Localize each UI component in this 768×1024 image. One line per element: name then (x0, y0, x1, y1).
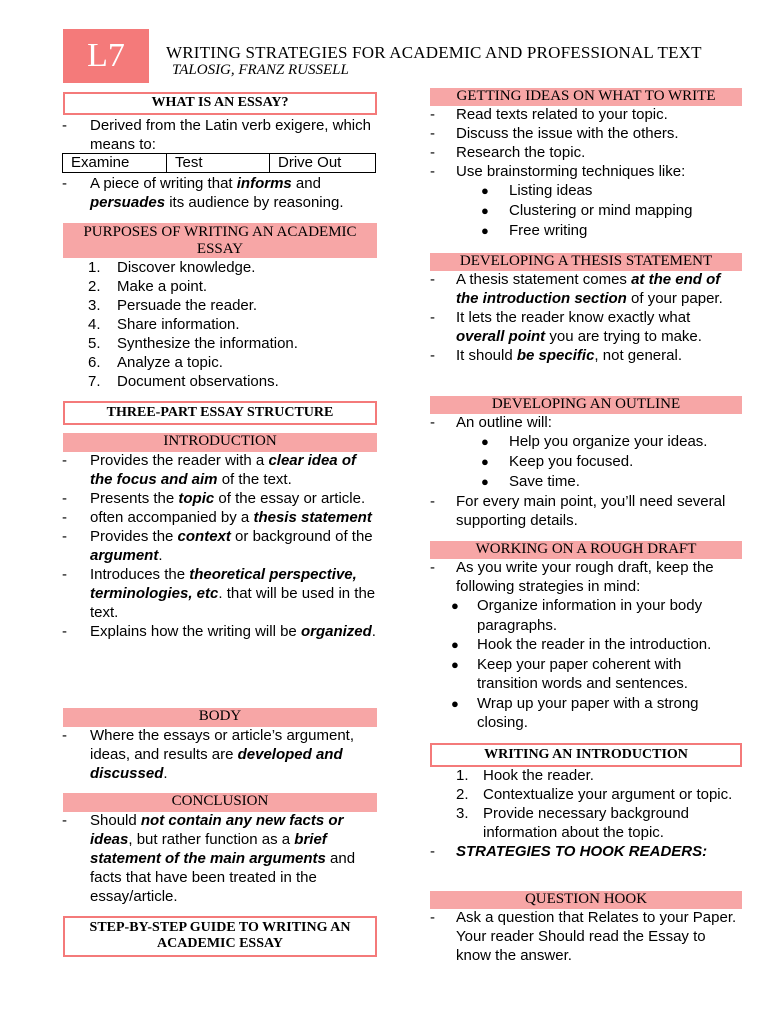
bullet-icon: ● (481, 223, 489, 238)
conclusion-heading: CONCLUSION (63, 793, 377, 812)
list-item: - An outline will: (430, 414, 552, 431)
bullet-icon: ● (481, 203, 489, 218)
sub-list-item: ● Clustering or mind mapping (481, 202, 693, 219)
intro-writing-heading: WRITING AN INTRODUCTION (430, 743, 742, 767)
sub-list-item: ● Hook the reader in the introduction. (451, 636, 712, 653)
thesis-heading: DEVELOPING A THESIS STATEMENT (430, 253, 742, 271)
question-hook-list (430, 908, 742, 965)
essay-definition-section (62, 116, 377, 154)
purposes-heading: PURPOSES OF WRITING AN ACADEMIC ESSAY (63, 223, 377, 258)
list-item: - Use brainstorming techniques like: (430, 163, 686, 180)
bullet-icon: ● (451, 637, 459, 652)
list-item: 2. Contextualize your argument or topic. (456, 786, 733, 803)
draft-heading: WORKING ON A ROUGH DRAFT (430, 541, 742, 559)
sub-list-item: ● Keep you focused. (481, 453, 634, 470)
purposes-list (62, 258, 377, 391)
table-cell: Test (167, 154, 270, 173)
list-item: - It lets the reader know exactly what overall point you are trying to make. (430, 309, 702, 345)
bullet-icon: ● (481, 183, 489, 198)
structure-heading: THREE-PART ESSAY STRUCTURE (63, 401, 377, 425)
sub-list-item: ● Save time. (481, 473, 580, 490)
sub-list-item: ● Keep your paper coherent with transition words and sentences. (451, 655, 688, 692)
list-item: - Provides the context or background of the argument. (62, 528, 373, 564)
list-item: - Explains how the writing will be organized. (62, 623, 376, 640)
table-row (63, 154, 376, 173)
document-title: WRITING STRATEGIES FOR ACADEMIC AND PROFESSIONAL TEXT (166, 43, 702, 62)
list-item (62, 116, 377, 154)
dash-bullet: - (62, 117, 67, 134)
sub-list-item: ● Help you organize your ideas. (481, 433, 708, 450)
list-item: - A thesis statement comes at the end of the introduction section of your paper. (430, 271, 723, 307)
body-heading: BODY (63, 708, 377, 727)
meaning-table (62, 153, 376, 173)
list-item: 3. Provide necessary background information about the topic. (456, 805, 689, 841)
list-item: - STRATEGIES TO HOOK READERS: (430, 843, 708, 860)
sub-list-item: ● Listing ideas (481, 182, 593, 199)
list-item: - Read texts related to your topic. (430, 106, 668, 123)
list-item: - often accompanied by a thesis statement (62, 509, 372, 526)
draft-list (430, 558, 742, 733)
list-item: - Where the essays or article’s argument, ideas, and results are developed and discussed. (62, 727, 355, 782)
lesson-number: L7 (87, 37, 125, 74)
question-hook-heading: QUESTION HOOK (430, 891, 742, 909)
bullet-icon: ● (451, 695, 459, 711)
ideas-heading: GETTING IDEAS ON WHAT TO WRITE (430, 88, 742, 106)
outline-heading: DEVELOPING AN OUTLINE (430, 396, 742, 414)
bullet-icon: ● (481, 454, 489, 469)
outline-list (430, 413, 742, 530)
guide-heading: STEP-BY-STEP GUIDE TO WRITING AN ACADEMIC ESSAY (63, 916, 377, 957)
body-list (62, 726, 377, 783)
introduction-heading: INTRODUCTION (63, 433, 377, 452)
bullet-icon: ● (481, 474, 489, 489)
list-item-text: Derived from the Latin verb exigere, which means to: (90, 117, 371, 153)
table-cell: Examine (63, 154, 167, 173)
sub-list-item: ● Free writing (481, 222, 588, 239)
list-item: 4. Share information. (88, 316, 240, 333)
list-item: - Ask a question that Relates to your Paper. Your reader Should read the Essay to know the answer. (430, 909, 737, 964)
bullet-icon: ● (451, 598, 459, 613)
list-item (62, 174, 377, 212)
list-item: 5. Synthesize the information. (88, 335, 298, 352)
bullet-icon: ● (481, 434, 489, 449)
bullet-icon: ● (451, 656, 459, 672)
list-item: 1. Hook the reader. (456, 767, 594, 784)
list-item: 1. Discover knowledge. (88, 259, 256, 276)
list-item: - Introduces the theoretical perspective, terminologies, etc. that will be used in the text. (62, 566, 376, 621)
intro-writing-list (430, 766, 742, 861)
ideas-list (430, 105, 742, 241)
list-item: - Discuss the issue with the others. (430, 125, 679, 142)
sub-list-item: ● Organize information in your body paragraphs. (451, 597, 703, 634)
list-item-text: A piece of writing that informs and persuades its audience by reasoning. (90, 175, 344, 211)
essay-definition-section-2 (62, 174, 377, 212)
dash-bullet: - (62, 175, 67, 192)
list-item: - It should be specific, not general. (430, 347, 682, 364)
lesson-badge (63, 29, 149, 83)
introduction-list (62, 451, 377, 641)
sub-list-item: ● Wrap up your paper with a strong closing. (451, 694, 699, 731)
list-item: 3. Persuade the reader. (88, 297, 258, 314)
list-item: - Provides the reader with a clear idea of the focus and aim of the text. (62, 452, 356, 488)
list-item: - Should not contain any new facts or ideas, but rather function as a brief statement of the main arguments and facts that have been treated in the essay/article. (62, 812, 356, 905)
conclusion-list (62, 811, 377, 906)
list-item: - For every main point, you’ll need several supporting details. (430, 493, 726, 529)
thesis-list (430, 270, 742, 365)
document-author: TALOSIG, FRANZ RUSSELL (172, 62, 349, 78)
list-item: 7. Document observations. (88, 373, 279, 390)
list-item: 2. Make a point. (88, 278, 208, 295)
table-cell: Drive Out (270, 154, 376, 173)
list-item: - Research the topic. (430, 144, 586, 161)
list-item: - As you write your rough draft, keep the following strategies in mind: (430, 559, 714, 595)
list-item: 6. Analyze a topic. (88, 354, 223, 371)
list-item: - Presents the topic of the essay or article. (62, 490, 366, 507)
essay-definition-heading: WHAT IS AN ESSAY? (63, 92, 377, 115)
